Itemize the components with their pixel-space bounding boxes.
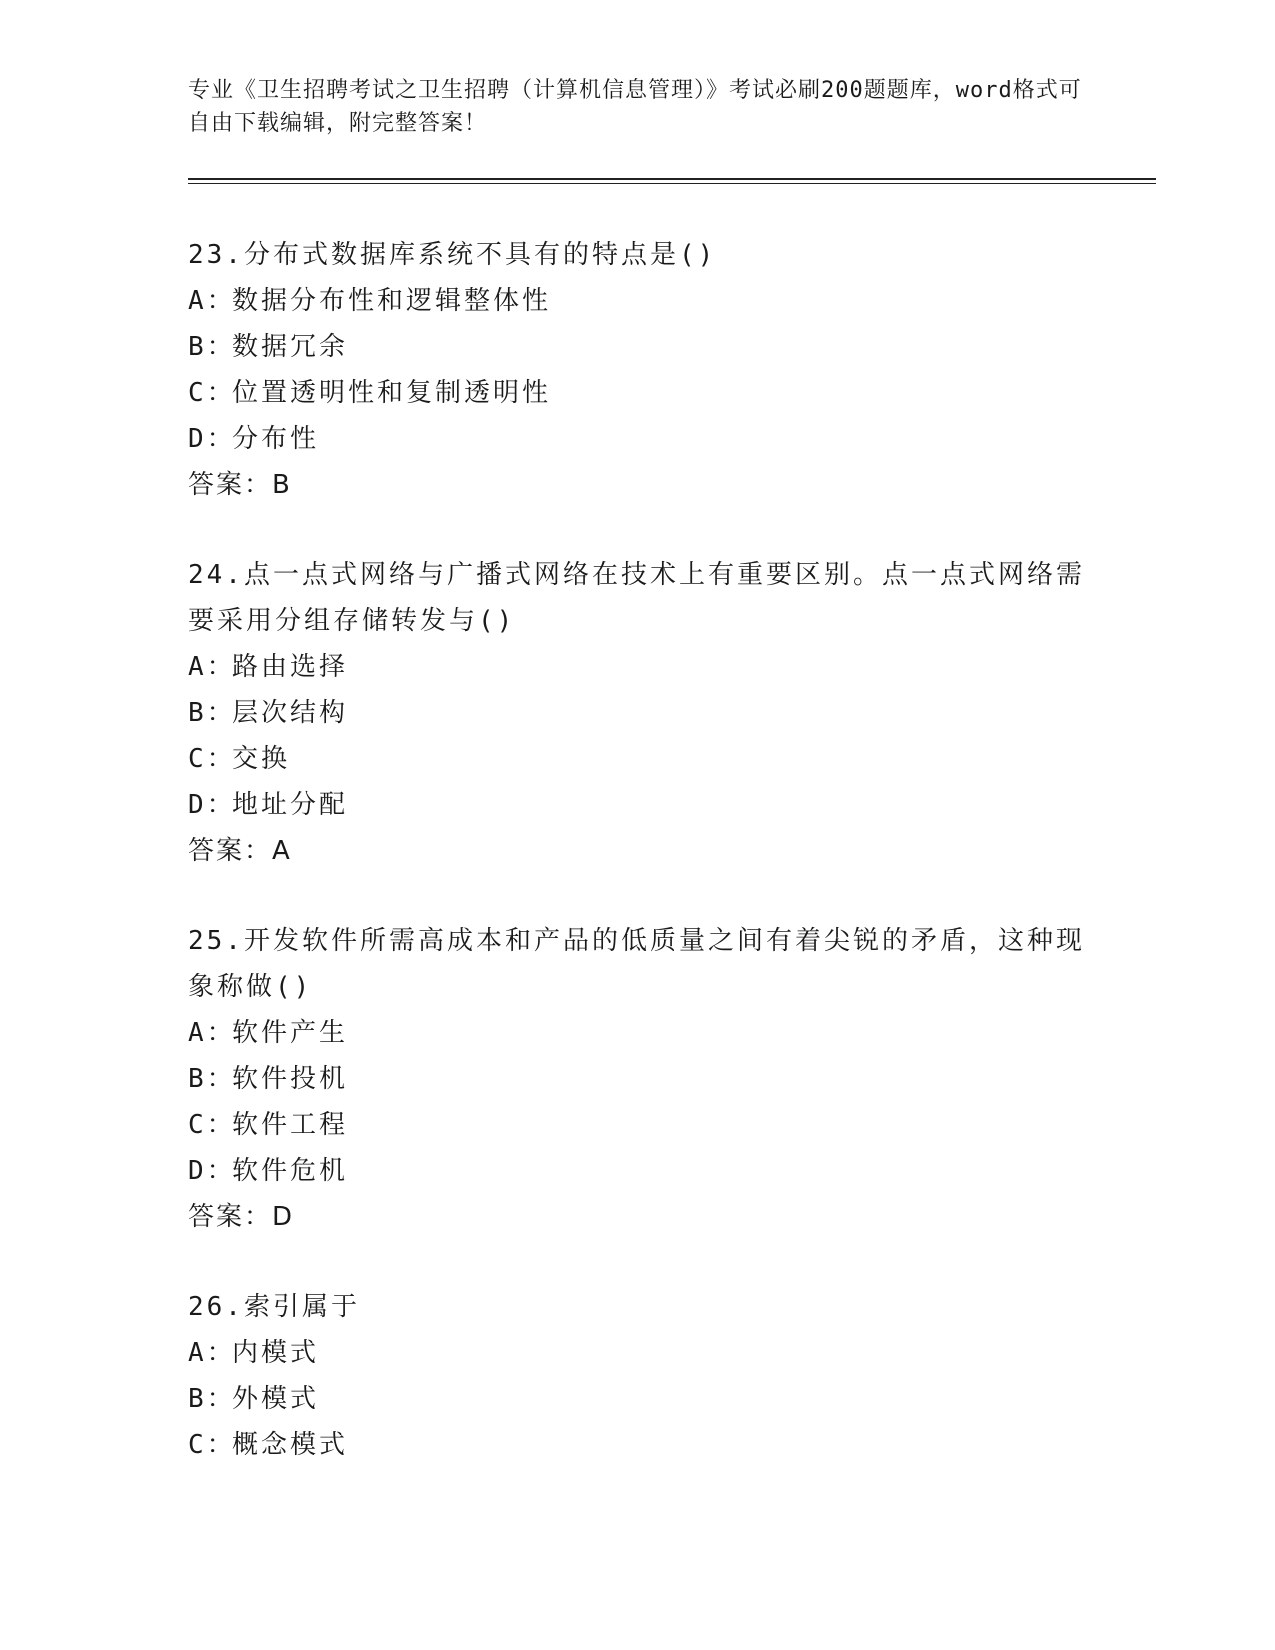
option-key: A： <box>188 652 236 682</box>
option-key: D： <box>188 790 236 820</box>
header-rule-thin <box>188 183 1156 184</box>
option-a <box>188 278 1088 324</box>
header-rule-thick <box>188 178 1156 180</box>
answer-line: 答案：A <box>188 836 292 866</box>
option-c <box>188 370 1088 416</box>
option-b <box>188 1056 1088 1102</box>
option-key: D： <box>188 424 236 454</box>
option-b <box>188 690 1088 736</box>
option-key: B： <box>188 332 236 362</box>
question-25 <box>188 918 1088 1240</box>
option-b <box>188 324 1088 370</box>
question-23 <box>188 232 1088 508</box>
option-key: D： <box>188 1156 236 1186</box>
option-key: A： <box>188 286 236 316</box>
option-text: 外模式 <box>232 1384 320 1414</box>
option-key: C： <box>188 1110 236 1140</box>
option-key: C： <box>188 378 236 408</box>
option-text: 位置透明性和复制透明性 <box>232 378 552 408</box>
question-24 <box>188 552 1088 874</box>
option-d <box>188 416 1088 462</box>
option-text: 地址分配 <box>232 790 349 820</box>
option-key: B： <box>188 1384 236 1414</box>
question-stem: 25.开发软件所需高成本和产品的低质量之间有着尖锐的矛盾，这种现象称做() <box>188 926 1085 1002</box>
answer-line: 答案：B <box>188 470 292 500</box>
option-text: 内模式 <box>232 1338 320 1368</box>
option-key: C： <box>188 744 236 774</box>
option-text: 路由选择 <box>232 652 349 682</box>
answer-line: 答案：D <box>188 1202 295 1232</box>
question-stem: 23.分布式数据库系统不具有的特点是() <box>188 240 717 270</box>
option-text: 数据冗余 <box>232 332 349 362</box>
option-key: A： <box>188 1018 236 1048</box>
option-text: 层次结构 <box>232 698 349 728</box>
option-key: B： <box>188 698 236 728</box>
option-c <box>188 1102 1088 1148</box>
option-key: C： <box>188 1430 236 1460</box>
document-header: 专业《卫生招聘考试之卫生招聘（计算机信息管理）》考试必刷200题题库，word格式可自由下载编辑，附完整答案！ <box>188 78 1082 136</box>
question-stem: 26.索引属于 <box>188 1292 360 1322</box>
option-a <box>188 1010 1088 1056</box>
option-c <box>188 736 1088 782</box>
option-text: 概念模式 <box>232 1430 349 1460</box>
option-text: 软件产生 <box>232 1018 349 1048</box>
option-c <box>188 1422 1088 1468</box>
option-text: 数据分布性和逻辑整体性 <box>232 286 552 316</box>
question-stem: 24.点一点式网络与广播式网络在技术上有重要区别。点一点式网络需要采用分组存储转发与() <box>188 560 1085 636</box>
option-key: B： <box>188 1064 236 1094</box>
option-d <box>188 1148 1088 1194</box>
option-a <box>188 644 1088 690</box>
option-text: 软件投机 <box>232 1064 349 1094</box>
option-key: A： <box>188 1338 236 1368</box>
question-list <box>188 232 1088 1512</box>
option-a <box>188 1330 1088 1376</box>
option-d <box>188 782 1088 828</box>
option-text: 软件工程 <box>232 1110 349 1140</box>
option-text: 分布性 <box>232 424 320 454</box>
option-text: 交换 <box>232 744 291 774</box>
option-b <box>188 1376 1088 1422</box>
question-26 <box>188 1284 1088 1468</box>
option-text: 软件危机 <box>232 1156 349 1186</box>
